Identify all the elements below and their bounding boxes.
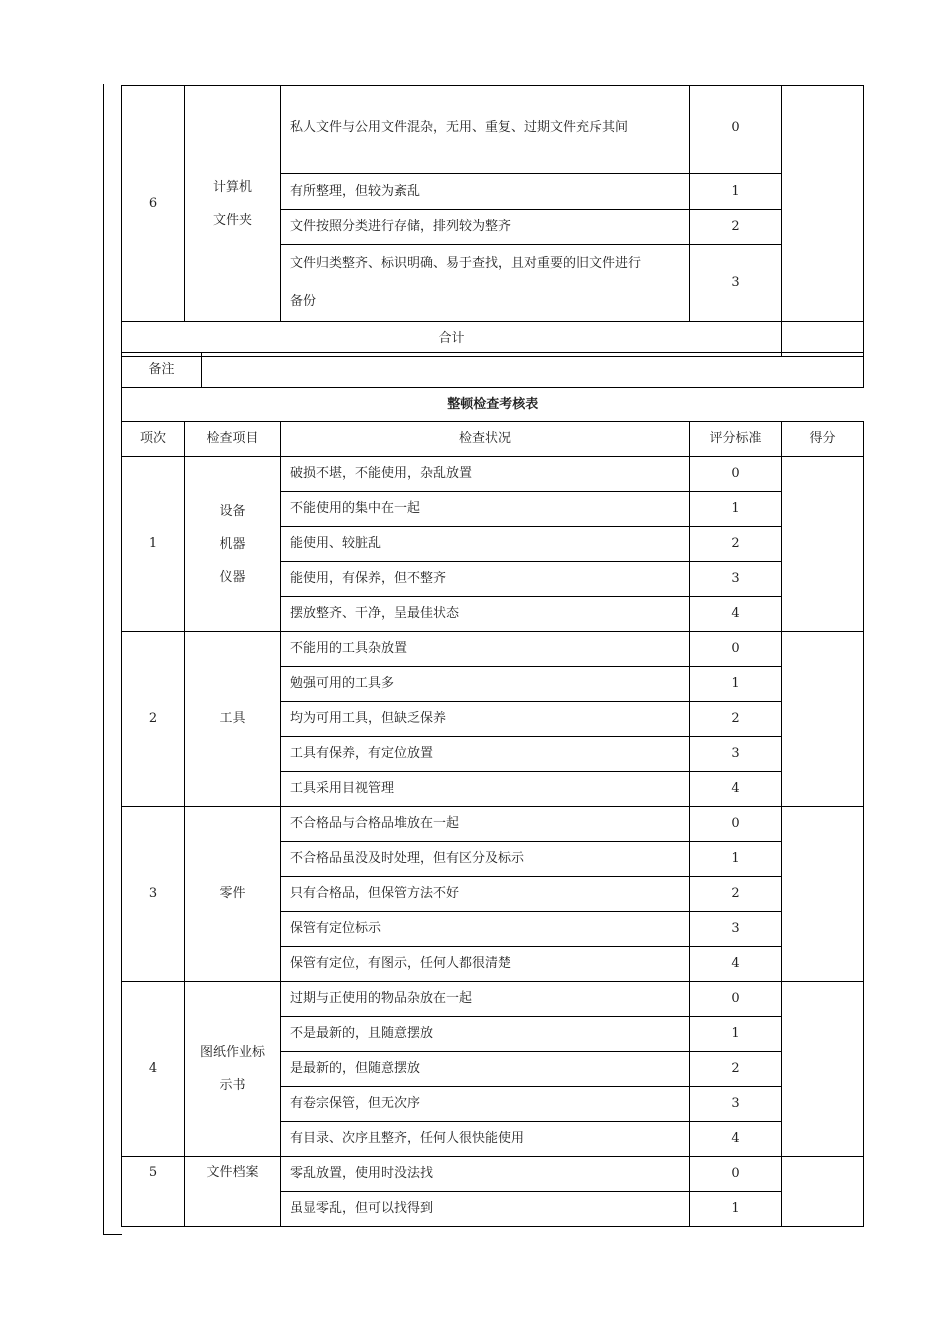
remark-row bbox=[122, 353, 864, 388]
score-standard: 0 bbox=[690, 86, 782, 174]
check-item-line: 计算机 bbox=[212, 179, 252, 195]
check-item bbox=[185, 807, 281, 982]
condition-line: 文件归类整齐、标识明确、易于查找，且对重要的旧文件进行 bbox=[290, 256, 642, 271]
condition-text: 私人文件与公用文件混杂，无用、重复、过期文件充斥其间 bbox=[281, 86, 690, 174]
item-number: 3 bbox=[122, 807, 185, 982]
condition-text: 保管有定位标示 bbox=[281, 912, 690, 947]
condition-text: 虽显零乱，但可以找得到 bbox=[281, 1192, 690, 1227]
score-standard: 2 bbox=[690, 210, 782, 245]
score-standard: 2 bbox=[690, 877, 782, 912]
score-cell bbox=[782, 982, 864, 1157]
check-item-line: 仪器 bbox=[219, 569, 246, 585]
check-item-line: 示书 bbox=[219, 1078, 246, 1093]
item-number: 2 bbox=[122, 632, 185, 807]
score-standard: 1 bbox=[690, 842, 782, 877]
condition-text: 有目录、次序且整齐，任何人很快能使用 bbox=[281, 1122, 690, 1157]
score-standard: 3 bbox=[690, 912, 782, 947]
condition-text: 不是最新的，且随意摆放 bbox=[281, 1017, 690, 1052]
item-number: 5 bbox=[122, 1157, 185, 1227]
score-standard: 1 bbox=[690, 667, 782, 702]
score-standard: 3 bbox=[690, 562, 782, 597]
condition-text: 只有合格品，但保管方法不好 bbox=[281, 877, 690, 912]
score-standard: 1 bbox=[690, 1017, 782, 1052]
title-row bbox=[122, 388, 864, 422]
condition-text: 零乱放置，使用时没法找 bbox=[281, 1157, 690, 1192]
table-row bbox=[122, 807, 864, 842]
score-standard: 3 bbox=[690, 737, 782, 772]
check-item-line: 设备 bbox=[219, 503, 246, 519]
score-standard: 1 bbox=[690, 1192, 782, 1227]
table-row bbox=[122, 1157, 864, 1192]
score-standard: 4 bbox=[690, 1122, 782, 1157]
check-item-line: 文件档案 bbox=[206, 1165, 259, 1180]
condition-text bbox=[281, 245, 690, 322]
table-row bbox=[122, 632, 864, 667]
condition-text: 能使用，有保养，但不整齐 bbox=[281, 562, 690, 597]
remark-table bbox=[121, 352, 864, 422]
score-standard: 3 bbox=[690, 1087, 782, 1122]
condition-text: 破损不堪，不能使用，杂乱放置 bbox=[281, 457, 690, 492]
table-title: 整顿检查考核表 bbox=[122, 388, 864, 422]
rectify-inspection-table bbox=[121, 421, 864, 1227]
table-row bbox=[122, 982, 864, 1017]
check-item bbox=[185, 982, 281, 1157]
check-item bbox=[185, 86, 281, 322]
score-standard: 0 bbox=[690, 632, 782, 667]
score-standard: 0 bbox=[690, 807, 782, 842]
check-item-line: 零件 bbox=[219, 886, 246, 902]
table-row bbox=[122, 457, 864, 492]
condition-text: 能使用、较脏乱 bbox=[281, 527, 690, 562]
score-cell bbox=[782, 807, 864, 982]
condition-text: 工具有保养，有定位放置 bbox=[281, 737, 690, 772]
score-standard: 3 bbox=[690, 245, 782, 322]
condition-text: 不合格品与合格品堆放在一起 bbox=[281, 807, 690, 842]
item-number: 4 bbox=[122, 982, 185, 1157]
remark-value bbox=[202, 353, 864, 388]
header-item: 检查项目 bbox=[185, 422, 281, 457]
item-number: 1 bbox=[122, 457, 185, 632]
condition-text: 勉强可用的工具多 bbox=[281, 667, 690, 702]
total-label: 合计 bbox=[122, 322, 782, 357]
check-item-line: 图纸作业标 bbox=[199, 1045, 265, 1060]
score-cell bbox=[782, 632, 864, 807]
header-score: 得分 bbox=[782, 422, 864, 457]
condition-text: 有所整理，但较为紊乱 bbox=[281, 174, 690, 210]
header-condition: 检查状况 bbox=[281, 422, 690, 457]
header-row bbox=[122, 422, 864, 457]
item-number: 6 bbox=[122, 86, 185, 322]
condition-text: 摆放整齐、干净，呈最佳状态 bbox=[281, 597, 690, 632]
check-item-line: 文件夹 bbox=[212, 212, 252, 228]
check-item-line: 机器 bbox=[219, 536, 246, 552]
condition-text: 不能使用的集中在一起 bbox=[281, 492, 690, 527]
condition-text: 是最新的，但随意摆放 bbox=[281, 1052, 690, 1087]
check-item bbox=[185, 457, 281, 632]
condition-text: 工具采用目视管理 bbox=[281, 772, 690, 807]
score-cell bbox=[782, 1157, 864, 1227]
check-item-line: 工具 bbox=[219, 711, 246, 727]
score-cell bbox=[782, 457, 864, 632]
condition-text: 不能用的工具杂放置 bbox=[281, 632, 690, 667]
score-cell bbox=[782, 86, 864, 322]
file-folder-table bbox=[121, 85, 864, 357]
score-standard: 4 bbox=[690, 597, 782, 632]
score-standard: 2 bbox=[690, 1052, 782, 1087]
score-standard: 4 bbox=[690, 947, 782, 982]
header-standard: 评分标准 bbox=[690, 422, 782, 457]
condition-text: 均为可用工具，但缺乏保养 bbox=[281, 702, 690, 737]
condition-text: 不合格品虽没及时处理，但有区分及标示 bbox=[281, 842, 690, 877]
score-standard: 0 bbox=[690, 457, 782, 492]
score-standard: 1 bbox=[690, 492, 782, 527]
score-standard: 0 bbox=[690, 982, 782, 1017]
score-standard: 4 bbox=[690, 772, 782, 807]
condition-text: 保管有定位，有图示，任何人都很清楚 bbox=[281, 947, 690, 982]
condition-text: 有卷宗保管，但无次序 bbox=[281, 1087, 690, 1122]
check-item bbox=[185, 1157, 281, 1227]
condition-text: 过期与正使用的物品杂放在一起 bbox=[281, 982, 690, 1017]
page-left-frame bbox=[103, 84, 122, 1235]
score-standard: 2 bbox=[690, 702, 782, 737]
score-standard: 0 bbox=[690, 1157, 782, 1192]
score-standard: 1 bbox=[690, 174, 782, 210]
remark-label: 备注 bbox=[122, 353, 202, 388]
condition-text: 文件按照分类进行存储，排列较为整齐 bbox=[281, 210, 690, 245]
header-no: 项次 bbox=[122, 422, 185, 457]
condition-line: 备份 bbox=[290, 294, 317, 309]
check-item bbox=[185, 632, 281, 807]
score-standard: 2 bbox=[690, 527, 782, 562]
table-row bbox=[122, 86, 864, 174]
